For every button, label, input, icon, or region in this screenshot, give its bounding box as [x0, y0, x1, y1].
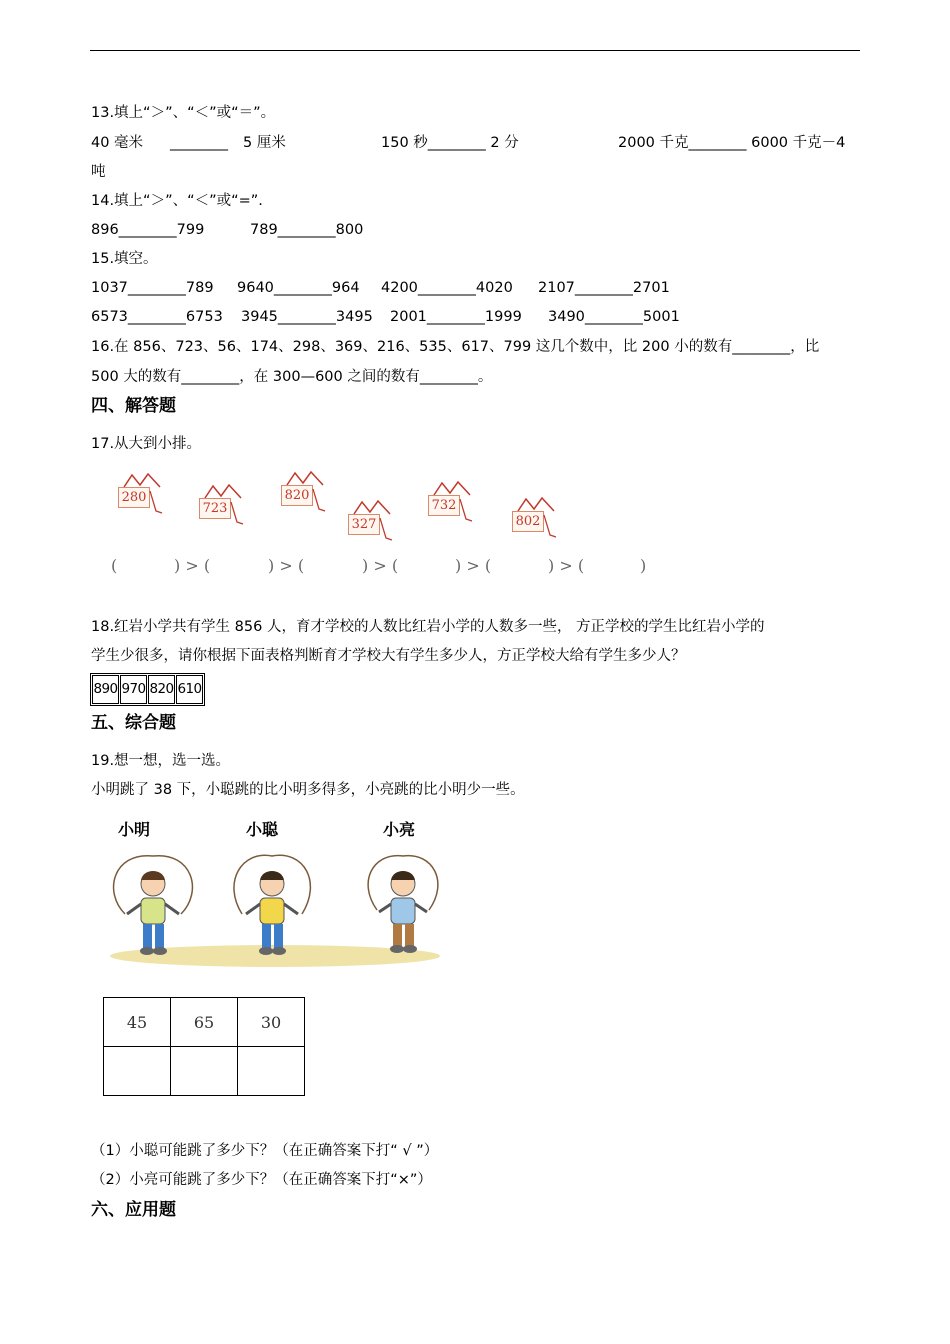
q15-r1-item2: 9640________964	[237, 280, 360, 296]
table-cell: 820	[148, 675, 175, 704]
flag-stand-icon	[148, 489, 164, 515]
q16-line1: 16.在 856、723、56、174、298、369、216、535、617、799 这几个数中，比 200 小的数有________，比	[91, 339, 820, 355]
q15-title: 15.填空。	[91, 251, 158, 267]
q15-r2-item2: 3945________3495	[241, 309, 373, 325]
flag-sign	[118, 473, 168, 515]
kid-name: 小亮	[383, 820, 416, 839]
flag-sign	[512, 497, 562, 539]
q14-item2: 789________800	[250, 222, 364, 238]
flag-number: 732	[431, 498, 457, 513]
q19-table	[103, 997, 305, 1096]
answer-paren: (	[111, 556, 118, 575]
answer-paren: ) > (	[174, 556, 211, 575]
q17-title: 17.从大到小排。	[91, 436, 202, 452]
q13-line2: 吨	[91, 164, 106, 180]
table-cell: 970	[120, 675, 147, 704]
jump-rope-kid-icon	[222, 852, 322, 962]
answer-paren: ) > (	[455, 556, 492, 575]
flag-stand-icon	[542, 513, 558, 539]
flag-sign	[428, 481, 478, 523]
q19-title: 19.想一想，选一选。	[91, 753, 231, 769]
flag-number: 802	[515, 514, 541, 529]
q19-desc: 小明跳了 38 下，小聪跳的比小明多得多，小亮跳的比小明少一些。	[91, 782, 525, 798]
q18-line1: 18.红岩小学共有学生 856 人，育才学校的人数比红岩小学的人数多一些， 方正学校的学生比红岩小学的	[91, 619, 765, 635]
flag-stand-icon	[229, 500, 245, 526]
table-cell: 890	[92, 675, 119, 704]
flag-stand-icon	[378, 516, 394, 542]
q13-item3: 2000 千克________ 6000 千克－4	[618, 135, 846, 151]
q13-item1-right: 5 厘米	[243, 135, 286, 151]
section-5-heading: 五、综合题	[91, 713, 176, 733]
q19-sub2: （2）小亮可能跳了多少下？（在正确答案下打“×”）	[91, 1172, 432, 1188]
header-rule	[90, 50, 860, 51]
answer-cell[interactable]	[238, 1047, 305, 1096]
flag-sign	[348, 500, 398, 542]
table-row	[104, 1047, 305, 1096]
answer-cell[interactable]	[171, 1047, 238, 1096]
kid-name: 小明	[118, 820, 151, 839]
q13-item1-left: 40 毫米	[91, 135, 144, 151]
q15-r1-item1: 1037________789	[91, 280, 214, 296]
flag-number: 280	[121, 490, 147, 505]
q13-title: 13.填上“＞”、“＜”或“＝”。	[91, 105, 276, 121]
q15-r1-item3: 4200________4020	[381, 280, 513, 296]
jump-rope-kid-icon	[103, 852, 203, 962]
answer-paren: ) > (	[548, 556, 585, 575]
table-cell: 45	[104, 998, 171, 1047]
table-cell: 610	[176, 675, 203, 704]
table-cell: 30	[238, 998, 305, 1047]
flag-stand-icon	[458, 497, 474, 523]
answer-paren: ) > (	[268, 556, 305, 575]
flag-number: 723	[202, 501, 228, 516]
q15-r2-item1: 6573________6753	[91, 309, 223, 325]
q13-item1-blank: ________	[170, 135, 228, 151]
jump-rope-kid-icon	[353, 852, 453, 962]
q14-item1: 896________799	[91, 222, 205, 238]
section-6-heading: 六、应用题	[91, 1200, 176, 1220]
q18-table	[90, 673, 205, 706]
answer-cell[interactable]	[104, 1047, 171, 1096]
flag-sign	[199, 484, 249, 526]
flag-number: 327	[351, 517, 377, 532]
q16-line2: 500 大的数有________，在 300—600 之间的数有________。	[91, 369, 493, 385]
q15-r1-item4: 2107________2701	[538, 280, 670, 296]
answer-paren: )	[640, 556, 647, 575]
q19-sub1: （1）小聪可能跳了多少下？（在正确答案下打“ √ ”）	[91, 1143, 439, 1159]
q15-r2-item3: 2001________1999	[390, 309, 522, 325]
answer-paren: ) > (	[362, 556, 399, 575]
q13-item2: 150 秒________ 2 分	[381, 135, 519, 151]
q15-r2-item4: 3490________5001	[548, 309, 680, 325]
q18-line2: 学生少很多，请你根据下面表格判断育才学校大有学生多少人，方正学校大给有学生多少人？	[91, 648, 686, 664]
flag-sign	[281, 471, 331, 513]
table-row	[104, 998, 305, 1047]
flag-stand-icon	[311, 487, 327, 513]
section-4-heading: 四、解答题	[91, 396, 176, 416]
table-cell: 65	[171, 998, 238, 1047]
q14-title: 14.填上“＞”、“＜”或“=”.	[91, 193, 263, 209]
kid-name: 小聪	[246, 820, 279, 839]
flag-number: 820	[284, 488, 310, 503]
